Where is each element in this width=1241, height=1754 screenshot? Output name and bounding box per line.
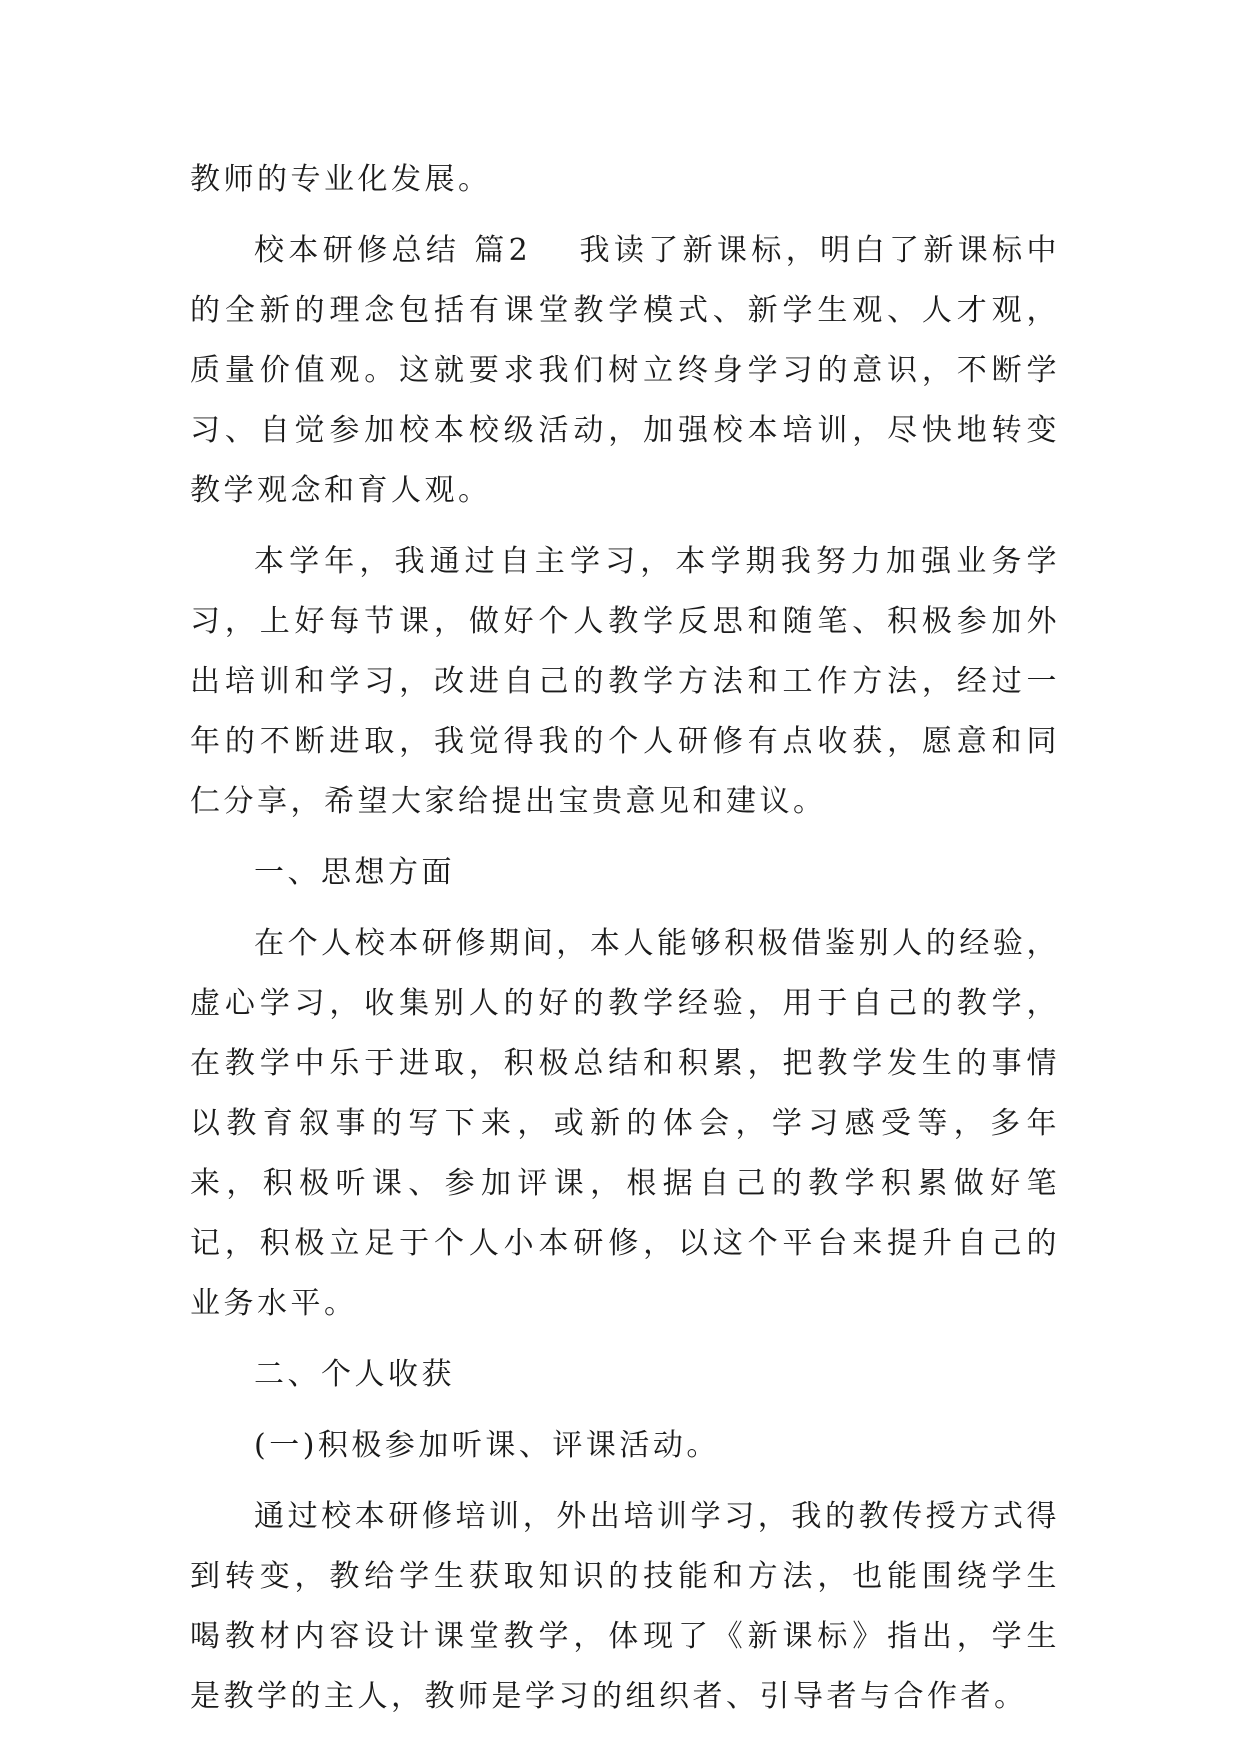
- paragraph-thought: 在个人校本研修期间，本人能够积极借鉴别人的经验，虚心学习，收集别人的好的教学经验，用于自己的教学，在教学中乐于进取，积极总结和积累，把教学发生的事情以教育叙事的写下来，或新的体会，学习感受等，多年来，积极听课、参加评课，根据自己的教学积累做好笔记，积极立足于个人小本研修，以这个平台来提升自己的业务水平。: [190, 926, 1060, 1321]
- heading-personal-gains: 二、个人收获: [254, 1357, 455, 1392]
- paragraph-continuation: 教师的专业化发展。: [190, 162, 492, 197]
- paragraph-study-year: 本学年，我通过自主学习，本学期我努力加强业务学习，上好每节课，做好个人教学反思和随笔、积极参加外出培训和学习，改进自己的教学方法和工作方法，经过一年的不断进取，我觉得我的个人研修有点收获，愿意和同仁分享，希望大家给提出宝贵意见和建议。: [190, 544, 1060, 819]
- paragraph-training: 通过校本研修培训，外出培训学习，我的教传授方式得到转变，教给学生获取知识的技能和方法，也能围绕学生喝教材内容设计课堂教学，体现了《新课标》指出，学生是教学的主人，教师是学习的组织者、引导者与合作者。: [190, 1499, 1060, 1714]
- paragraph-section-title: 校本研修总结 篇2 我读了新课标，明白了新课标中的全新的理念包括有课堂教学模式、新学生观、人才观，质量价值观。这就要求我们树立终身学习的意识，不断学习、自觉参加校本校级活动，加强校本培训，尽快地转变教学观念和育人观。: [190, 233, 1060, 508]
- subheading-class-observation: (一)积极参加听课、评课活动。: [254, 1428, 720, 1463]
- heading-thought: 一、思想方面: [254, 855, 455, 890]
- document-body: [190, 150, 1060, 1738]
